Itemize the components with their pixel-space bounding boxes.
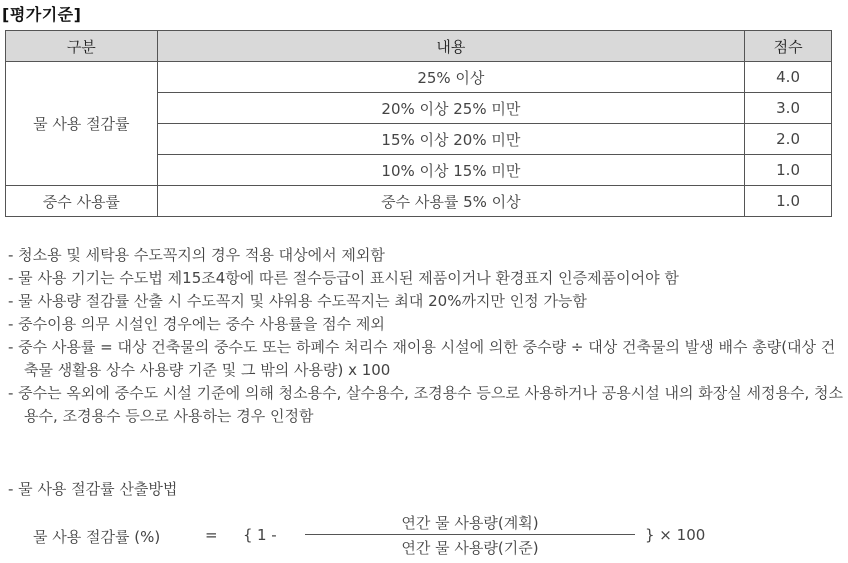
formula-one-minus: 1 - xyxy=(257,526,277,544)
table-row xyxy=(6,62,832,93)
list-item: - 물 사용량 절감률 산출 시 수도꼭지 및 샤워용 수도꼭지는 최대 20%까지만 인정 가능함 xyxy=(8,292,587,310)
score-cell: 1.0 xyxy=(745,155,832,186)
formula-open-brace: { xyxy=(243,526,253,544)
list-item: - 물 사용 기기는 수도법 제15조4항에 따른 절수등급이 표시된 제품이거나 환경표지 인증제품이어야 함 xyxy=(8,269,679,287)
formula xyxy=(33,512,753,562)
notes-list xyxy=(8,244,843,428)
content-cell: 20% 이상 25% 미만 xyxy=(157,93,745,124)
list-item: - 중수는 옥외에 중수도 시설 기준에 의해 청소용수, 살수용수, 조경용수 등으로 사용하거나 공용시설 내의 화장실 세정용수, 청소용수, 조경용수 등으로 사용하는 경우 인정함 xyxy=(8,384,844,425)
score-cell: 3.0 xyxy=(745,93,832,124)
list-item: - 중수이용 의무 시설인 경우에는 중수 사용률을 점수 제외 xyxy=(8,315,385,333)
formula-denominator: 연간 물 사용량(기준) xyxy=(401,539,539,557)
formula-equals: = xyxy=(205,526,218,544)
category-graywater: 중수 사용률 xyxy=(6,186,158,217)
table-row xyxy=(6,186,832,217)
content-cell: 15% 이상 20% 미만 xyxy=(157,124,745,155)
list-item: - 청소용 및 세탁용 수도꼭지의 경우 적용 대상에서 제외함 xyxy=(8,246,385,264)
table-header-row xyxy=(6,31,832,62)
formula-numerator: 연간 물 사용량(계획) xyxy=(401,514,539,532)
header-category: 구분 xyxy=(6,31,158,62)
score-cell: 1.0 xyxy=(745,186,832,217)
score-cell: 4.0 xyxy=(745,62,832,93)
fraction-bar xyxy=(305,534,635,535)
content-cell: 10% 이상 15% 미만 xyxy=(157,155,745,186)
list-item: - 중수 사용률 = 대상 건축물의 중수도 또는 하폐수 처리수 재이용 시설에 의한 중수량 ÷ 대상 건축물의 발생 배수 총량(대상 건축물 생활용 상수 사용량 기준 및 그 밖의 사용량) x 100 xyxy=(8,338,836,379)
formula-lhs: 물 사용 절감률 (%) xyxy=(33,528,161,546)
method-label: - 물 사용 절감률 산출방법 xyxy=(8,480,178,498)
header-score: 점수 xyxy=(745,31,832,62)
section-title: [평가기준] xyxy=(2,5,82,24)
formula-tail: } × 100 xyxy=(645,526,706,544)
content-cell: 25% 이상 xyxy=(157,62,745,93)
content-cell: 중수 사용률 5% 이상 xyxy=(157,186,745,217)
score-cell: 2.0 xyxy=(745,124,832,155)
evaluation-table xyxy=(5,30,832,217)
category-water-saving: 물 사용 절감률 xyxy=(6,62,158,186)
formula-fraction xyxy=(305,512,635,558)
header-content: 내용 xyxy=(157,31,745,62)
